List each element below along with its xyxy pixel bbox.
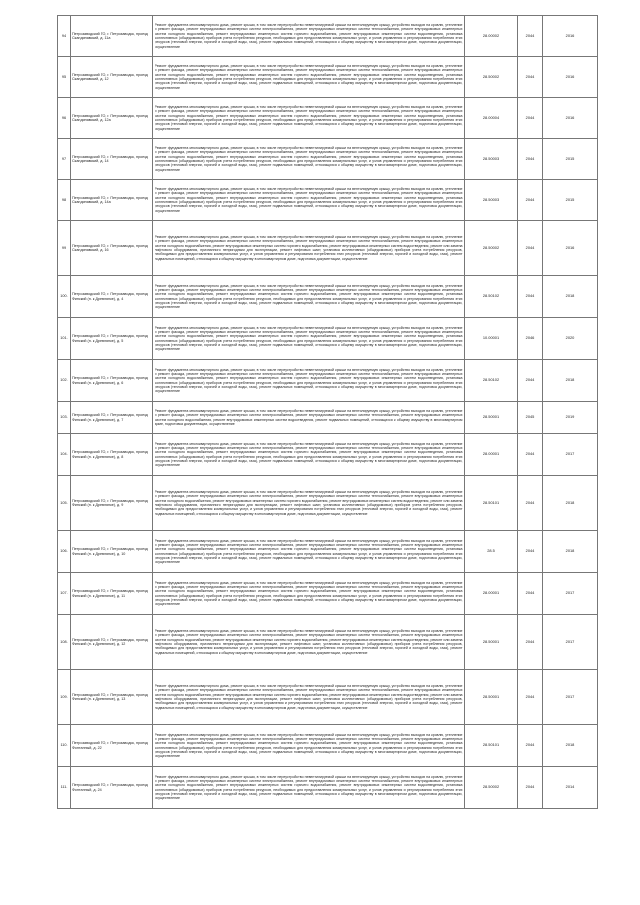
row-number xyxy=(58,402,71,434)
year-start-cell xyxy=(543,180,598,221)
year-start-cell-text: 2017 xyxy=(565,452,575,457)
year-start-cell-text: 2017 xyxy=(565,591,575,596)
cost-value-cell-text: 28.50102 xyxy=(482,294,500,299)
works-description-cell-text: Ремонт фундамента многоквартирного дома, ремонт крыши, в том числе переустройство невентилируемой крыши на вентилируемую крышу, устройство выходов на кровлю, утепление и ремонт фасада, ремонт внутридомовых инженерных систем электроснабжения, ремонт внутридомовых инженерных систем теплоснабжения, ремонт внутридомовых инженерных систем холодного водоснабжения, ремонт внутридомовых инженерных систем горячего водоснабжения, ремонт внутридомовых инженерных систем водоотведения, установка коллективных (общедомовых) приборов учета потребления ресурсов, необходимых для предоставления коммунальных услуг, и узлов управления и регулирования потребления этих ресурсов (тепловой энергии, горячей и холодной воды, газа), ремонт подвальных помещений, относящихся к общему имуществу в многоквартирном доме, подготовка документации, осуществление xyxy=(154,187,463,213)
address-cell xyxy=(71,360,153,402)
works-description-cell-text: Ремонт фундамента многоквартирного дома, ремонт крыши, в том числе переустройство невентилируемой крыши на вентилируемую крышу, устройство выходов на кровлю, утепление и ремонт фасада, ремонт внутридомовых инженерных систем электроснабжения, ремонт внутридомовых инженерных систем теплоснабжения, ремонт внутридомовых инженерных систем холодного водоснабжения, ремонт внутридомовых инженерных систем горячего водоснабжения, ремонт внутридомовых инженерных систем водоотведения, установка коллективных (общедомовых) приборов учета потребления ресурсов, необходимых для предоставления коммунальных услуг, и узлов управления и регулирования потребления этих ресурсов (тепловой энергии, горячей и холодной воды, газа), ремонт подвальных помещений, относящихся к общему имуществу в многоквартирном доме, подготовка документации, осуществление xyxy=(154,325,463,352)
year-end-cell xyxy=(518,573,543,615)
row-number-text: 100. xyxy=(60,294,68,299)
address-cell xyxy=(71,531,153,573)
year-start-cell xyxy=(543,531,598,573)
year-start-cell-text: 2018 xyxy=(565,743,575,748)
cost-value-cell xyxy=(465,615,518,670)
cost-value-cell-text: 28.00002 xyxy=(482,33,500,38)
cost-value-cell-text: 28.50003 xyxy=(482,156,500,161)
address-cell-text: Петрозаводский ГО, г. Петрозаводск, проезд Финский (п. к Древлянке), д. 11 xyxy=(72,589,148,598)
cost-value-cell-text: 28.5 xyxy=(487,549,495,554)
row-number-text: 96 xyxy=(61,115,67,120)
works-description-cell-text: Ремонт фундамента многоквартирного дома, ремонт крыши, в том числе переустройство невентилируемой крыши на вентилируемую крышу, устройство выходов на кровлю, утепление и ремонт фасада, ремонт внутридомовых инженерных систем электроснабжения, ремонт внутридомовых инженерных систем теплоснабжения, ремонт внутридомовых инженерных систем холодного водоснабжения, ремонт внутридомовых инженерных систем горячего водоснабжения, ремонт внутридомовых инженерных систем водоотведения, ремонт или замена лифтового оборудования, признанного непригодным для эксплуатации, ремонт лифтовых шахт, установка коллективных (общедомовых) приборов учета потребления ресурсов, необходимых для предоставления коммунальных услуг, и узлов управления и регулирования потребления этих ресурсов (тепловой энергии, горячей и холодной воды, газа), ремонт подвальных помещений, относящихся к общему имуществу в многоквартирном доме, подготовка документации, осуществление xyxy=(154,490,463,516)
address-cell xyxy=(71,402,153,434)
year-start-cell xyxy=(543,318,598,360)
table-row xyxy=(58,402,598,434)
row-number-text: 95 xyxy=(61,74,67,79)
cost-value-cell xyxy=(465,767,518,809)
document-page xyxy=(57,15,597,809)
row-number-text: 106. xyxy=(60,549,68,554)
year-end-cell xyxy=(518,767,543,809)
works-description-cell xyxy=(153,402,465,434)
year-end-cell-text: 2044 xyxy=(525,639,535,644)
row-number-text: 107. xyxy=(60,591,68,596)
year-end-cell-text: 2044 xyxy=(525,378,535,383)
row-number xyxy=(58,16,71,57)
row-number-text: 101. xyxy=(60,336,68,341)
cost-value-cell-text: 28.00001 xyxy=(482,591,500,596)
year-start-cell xyxy=(543,98,598,139)
address-cell xyxy=(71,139,153,180)
year-end-cell xyxy=(518,57,543,98)
address-cell-text: Петрозаводский ГО, г. Петрозаводск, проезд Скандинавский, д. 12а xyxy=(72,113,148,122)
address-cell-text: Петрозаводский ГО, г. Петрозаводск, проезд Скандинавский, д. 14 xyxy=(72,154,148,163)
year-end-cell-text: 2044 xyxy=(525,743,535,748)
table-row xyxy=(58,276,598,318)
year-start-cell xyxy=(543,767,598,809)
address-cell-text: Петрозаводский ГО, г. Петрозаводск, проезд Скандинавский, д. 14а xyxy=(72,195,148,204)
cost-value-cell-text: 28.00001 xyxy=(482,452,500,457)
row-number xyxy=(58,767,71,809)
year-start-cell-text: 2016 xyxy=(565,115,575,120)
cost-value-cell xyxy=(465,402,518,434)
row-number-text: 98 xyxy=(61,197,67,202)
year-end-cell xyxy=(518,434,543,476)
address-cell-text: Петрозаводский ГО, г. Петрозаводск, проезд Финский (п. к Древлянке), д. 13 xyxy=(72,692,148,701)
address-cell-text: Петрозаводский ГО, г. Петрозаводск, проезд Финский (п. к Древлянке), д. 5 xyxy=(72,334,148,343)
address-cell xyxy=(71,476,153,531)
table-row xyxy=(58,360,598,402)
table-row xyxy=(58,16,598,57)
cost-value-cell-text: 28.50001 xyxy=(482,639,500,644)
year-end-cell xyxy=(518,360,543,402)
cost-value-cell xyxy=(465,139,518,180)
year-start-cell-text: 2015 xyxy=(565,156,575,161)
row-number xyxy=(58,476,71,531)
row-number-text: 111. xyxy=(60,785,68,790)
year-start-cell xyxy=(543,434,598,476)
row-number-text: 105. xyxy=(60,500,68,505)
address-cell-text: Петрозаводский ГО, г. Петрозаводск, проезд Финский (п. к Древлянке), д. 12 xyxy=(72,637,148,646)
row-number-text: 104. xyxy=(60,452,68,457)
address-cell-text: Петрозаводский ГО, г. Петрозаводск, проезд Финский (п. к Древлянке), д. 7 xyxy=(72,413,148,422)
works-description-cell xyxy=(153,615,465,670)
year-end-cell-text: 2044 xyxy=(525,500,535,505)
address-cell xyxy=(71,434,153,476)
works-description-cell xyxy=(153,573,465,615)
year-end-cell-text: 2044 xyxy=(525,115,535,120)
works-description-cell xyxy=(153,139,465,180)
year-start-cell xyxy=(543,402,598,434)
row-number xyxy=(58,360,71,402)
cost-value-cell-text: 28.50003 xyxy=(482,197,500,202)
cost-value-cell-text: 28.50002 xyxy=(482,785,500,790)
row-number xyxy=(58,180,71,221)
works-description-cell-text: Ремонт фундамента многоквартирного дома, ремонт крыши, в том числе переустройство невентилируемой крыши на вентилируемую крышу, устройство выходов на кровлю, утепление и ремонт фасада, ремонт внутридомовых инженерных систем электроснабжения, ремонт внутридомовых инженерных систем теплоснабжения, ремонт внутридомовых инженерных систем холодного водоснабжения, ремонт внутридомовых инженерных систем горячего водоснабжения, ремонт внутридомовых инженерных систем водоотведения, установка коллективных (общедомовых) приборов учета потребления ресурсов, необходимых для предоставления коммунальных услуг, и узлов управления и регулирования потребления этих ресурсов (тепловой энергии, горячей и холодной воды, газа), ремонт подвальных помещений, относящихся к общему имуществу в многоквартирном доме, подготовка документации, осуществление xyxy=(154,538,463,565)
year-start-cell xyxy=(543,221,598,276)
address-cell-text: Петрозаводский ГО, г. Петрозаводск, проезд Финский (п. к Древлянке), д. 4 xyxy=(72,292,148,301)
year-start-cell-text: 2017 xyxy=(565,639,575,644)
year-start-cell xyxy=(543,573,598,615)
table-row xyxy=(58,180,598,221)
year-end-cell-text: 2044 xyxy=(525,452,535,457)
address-cell xyxy=(71,670,153,725)
cost-value-cell xyxy=(465,318,518,360)
works-description-cell xyxy=(153,360,465,402)
works-description-cell xyxy=(153,276,465,318)
works-description-cell xyxy=(153,725,465,767)
table-row xyxy=(58,615,598,670)
works-description-cell-text: Ремонт фундамента многоквартирного дома, ремонт крыши, в том числе переустройство невентилируемой крыши на вентилируемую крышу, устройство выходов на кровлю, утепление и ремонт фасада, ремонт внутридомовых инженерных систем электроснабжения, ремонт внутридомовых инженерных систем теплоснабжения, ремонт внутридомовых инженерных систем холодного водоснабжения, ремонт внутридомовых инженерных систем горячего водоснабжения, ремонт внутридомовых инженерных систем водоотведения, установка коллективных (общедомовых) приборов учета потребления ресурсов, необходимых для предоставления коммунальных услуг, и узлов управления и регулирования потребления этих ресурсов (тепловой энергии, горячей и холодной воды, газа), ремонт подвальных помещений, относящихся к общему имуществу в многоквартирном доме, подготовка документации, осуществление xyxy=(154,732,463,759)
cost-value-cell xyxy=(465,725,518,767)
year-end-cell xyxy=(518,139,543,180)
row-number xyxy=(58,276,71,318)
row-number xyxy=(58,318,71,360)
year-start-cell xyxy=(543,670,598,725)
year-end-cell xyxy=(518,221,543,276)
address-cell xyxy=(71,221,153,276)
table-row xyxy=(58,476,598,531)
year-start-cell xyxy=(543,615,598,670)
year-start-cell-text: 2014 xyxy=(565,785,575,790)
works-description-cell xyxy=(153,531,465,573)
year-end-cell xyxy=(518,318,543,360)
works-description-cell-text: Ремонт фундамента многоквартирного дома, ремонт крыши, в том числе переустройство невентилируемой крыши на вентилируемую крышу, устройство выходов на кровлю, утепление и ремонт фасада, ремонт внутридомовых инженерных систем электроснабжения, ремонт внутридомовых инженерных систем теплоснабжения, ремонт внутридомовых инженерных систем холодного водоснабжения, ремонт внутридомовых инженерных систем водоотведения, ремонт подвальных помещений, относящихся к общему имуществу в многоквартирном доме, подготовка документации, осуществление xyxy=(154,408,463,426)
works-description-cell-text: Ремонт фундамента многоквартирного дома, ремонт крыши, в том числе переустройство невентилируемой крыши на вентилируемую крышу, устройство выходов на кровлю, утепление и ремонт фасада, ремонт внутридомовых инженерных систем электроснабжения, ремонт внутридомовых инженерных систем теплоснабжения, ремонт внутридомовых инженерных систем холодного водоснабжения, ремонт внутридомовых инженерных систем горячего водоснабжения, ремонт внутридомовых инженерных систем водоотведения, ремонт или замена лифтового оборудования, признанного непригодным для эксплуатации, ремонт лифтовых шахт, установка коллективных (общедомовых) приборов учета потребления ресурсов, необходимых для предоставления коммунальных услуг, и узлов управления и регулирования потребления этих ресурсов (тепловой энергии, горячей и холодной воды, газа), ремонт подвальных помещений, относящихся к общему имуществу в многоквартирном доме, подготовка документации, осуществление xyxy=(154,684,463,710)
address-cell-text: Петрозаводский ГО, г. Петрозаводск, проезд Фонтанный, д. 22 xyxy=(72,741,148,750)
works-description-cell xyxy=(153,221,465,276)
year-end-cell-text: 2044 xyxy=(525,74,535,79)
year-start-cell-text: 2018 xyxy=(565,500,575,505)
year-end-cell-text: 2044 xyxy=(525,245,535,250)
works-description-cell xyxy=(153,16,465,57)
cost-value-cell xyxy=(465,57,518,98)
cost-value-cell xyxy=(465,16,518,57)
year-start-cell-text: 2018 xyxy=(565,378,575,383)
year-start-cell xyxy=(543,276,598,318)
year-start-cell xyxy=(543,360,598,402)
row-number xyxy=(58,573,71,615)
address-cell xyxy=(71,180,153,221)
table-row xyxy=(58,767,598,809)
address-cell-text: Петрозаводский ГО, г. Петрозаводск, проезд Финский (п. к Древлянке), д. 8 xyxy=(72,450,148,459)
address-cell-text: Петрозаводский ГО, г. Петрозаводск, проезд Фонтанный, д. 24 xyxy=(72,783,148,792)
cost-value-cell xyxy=(465,360,518,402)
year-start-cell-text: 2015 xyxy=(565,197,575,202)
year-end-cell-text: 2044 xyxy=(525,294,535,299)
works-description-cell-text: Ремонт фундамента многоквартирного дома, ремонт крыши, в том числе переустройство невентилируемой крыши на вентилируемую крышу, устройство выходов на кровлю, утепление и ремонт фасада, ремонт внутридомовых инженерных систем электроснабжения, ремонт внутридомовых инженерных систем теплоснабжения, ремонт внутридомовых инженерных систем холодного водоснабжения, ремонт внутридомовых инженерных систем горячего водоснабжения, ремонт внутридомовых инженерных систем водоотведения, установка коллективных (общедомовых) приборов учета потребления ресурсов, необходимых для предоставления коммунальных услуг, и узлов управления и регулирования потребления этих ресурсов (тепловой энергии, горячей и холодной воды, газа), ремонт подвальных помещений, относящихся к общему имуществу в многоквартирном доме, подготовка документации, осуществление xyxy=(154,64,463,90)
works-description-cell xyxy=(153,318,465,360)
row-number xyxy=(58,670,71,725)
row-number-text: 109. xyxy=(60,694,68,699)
cost-value-cell-text: 28.50101 xyxy=(482,743,500,748)
cost-value-cell xyxy=(465,180,518,221)
address-cell xyxy=(71,57,153,98)
works-description-cell-text: Ремонт фундамента многоквартирного дома, ремонт крыши, в том числе переустройство невентилируемой крыши на вентилируемую крышу, устройство выходов на кровлю, утепление и ремонт фасада, ремонт внутридомовых инженерных систем электроснабжения, ремонт внутридомовых инженерных систем теплоснабжения, ремонт внутридомовых инженерных систем холодного водоснабжения, ремонт внутридомовых инженерных систем горячего водоснабжения, ремонт внутридомовых инженерных систем водоотведения, установка коллективных (общедомовых) приборов учета потребления ресурсов, необходимых для предоставления коммунальных услуг, и узлов управления и регулирования потребления этих ресурсов (тепловой энергии, горячей и холодной воды, газа), ремонт подвальных помещений, относящихся к общему имуществу в многоквартирном доме, подготовка документации, осуществление xyxy=(154,283,463,310)
works-description-cell xyxy=(153,180,465,221)
address-cell xyxy=(71,615,153,670)
row-number xyxy=(58,221,71,276)
address-cell xyxy=(71,767,153,809)
year-end-cell-text: 2044 xyxy=(525,197,535,202)
works-description-cell xyxy=(153,434,465,476)
year-end-cell-text: 2044 xyxy=(525,591,535,596)
address-cell xyxy=(71,318,153,360)
table-row xyxy=(58,98,598,139)
row-number-text: 94 xyxy=(61,33,67,38)
row-number xyxy=(58,531,71,573)
year-end-cell xyxy=(518,276,543,318)
cost-value-cell-text: 28.50001 xyxy=(482,694,500,699)
works-description-cell xyxy=(153,767,465,809)
year-start-cell-text: 2016 xyxy=(565,74,575,79)
year-start-cell xyxy=(543,57,598,98)
year-end-cell xyxy=(518,615,543,670)
table-row xyxy=(58,725,598,767)
row-number xyxy=(58,725,71,767)
works-description-cell-text: Ремонт фундамента многоквартирного дома, ремонт крыши, в том числе переустройство невентилируемой крыши на вентилируемую крышу, устройство выходов на кровлю, утепление и ремонт фасада, ремонт внутридомовых инженерных систем электроснабжения, ремонт внутридомовых инженерных систем теплоснабжения, ремонт внутридомовых инженерных систем холодного водоснабжения, ремонт внутридомовых инженерных систем горячего водоснабжения, ремонт внутридомовых инженерных систем водоотведения, ремонт или замена лифтового оборудования, признанного непригодным для эксплуатации, ремонт лифтовых шахт, установка коллективных (общедомовых) приборов учета потребления ресурсов, необходимых для предоставления коммунальных услуг, и узлов управления и регулирования потребления этих ресурсов (тепловой энергии, горячей и холодной воды, газа), ремонт подвальных помещений, относящихся к общему имуществу в многоквартирном доме, подготовка документации, осуществление xyxy=(154,629,463,655)
table-row xyxy=(58,670,598,725)
address-cell-text: Петрозаводский ГО, г. Петрозаводск, проезд Финский (п. к Древлянке), д. 9 xyxy=(72,498,148,507)
cost-value-cell-text: 28.50002 xyxy=(482,74,500,79)
works-description-cell xyxy=(153,98,465,139)
works-description-cell-text: Ремонт фундамента многоквартирного дома, ремонт крыши, в том числе переустройство невентилируемой крыши на вентилируемую крышу, устройство выходов на кровлю, утепление и ремонт фасада, ремонт внутридомовых инженерных систем электроснабжения, ремонт внутридомовых инженерных систем теплоснабжения, ремонт внутридомовых инженерных систем холодного водоснабжения, ремонт внутридомовых инженерных систем горячего водоснабжения, ремонт внутридомовых инженерных систем водоотведения, ремонт или замена лифтового оборудования, признанного непригодным для эксплуатации, ремонт лифтовых шахт, установка коллективных (общедомовых) приборов учета потребления ресурсов, необходимых для предоставления коммунальных услуг, и узлов управления и регулирования потребления этих ресурсов (тепловой энергии, горячей и холодной воды, газа), ремонт подвальных помещений, относящихся к общему имуществу в многоквартирном доме, подготовка документации, осуществление xyxy=(154,235,463,261)
row-number-text: 97 xyxy=(61,156,67,161)
year-start-cell-text: 2016 xyxy=(565,33,575,38)
address-cell-text: Петрозаводский ГО, г. Петрозаводск, проезд Финский (п. к Древлянке), д. 6 xyxy=(72,376,148,385)
cost-value-cell-text: 28.00004 xyxy=(482,115,500,120)
year-end-cell-text: 2044 xyxy=(525,785,535,790)
address-cell-text: Петрозаводский ГО, г. Петрозаводск, проезд Скандинавский, д. 12 xyxy=(72,72,148,81)
year-start-cell xyxy=(543,139,598,180)
address-cell xyxy=(71,276,153,318)
year-start-cell-text: 2019 xyxy=(565,415,575,420)
cost-value-cell xyxy=(465,98,518,139)
year-start-cell-text: 2018 xyxy=(565,549,575,554)
works-description-cell-text: Ремонт фундамента многоквартирного дома, ремонт крыши, в том числе переустройство невентилируемой крыши на вентилируемую крышу, устройство выходов на кровлю, утепление и ремонт фасада, ремонт внутридомовых инженерных систем электроснабжения, ремонт внутридомовых инженерных систем теплоснабжения, ремонт внутридомовых инженерных систем холодного водоснабжения, ремонт внутридомовых инженерных систем горячего водоснабжения, ремонт внутридомовых инженерных систем водоотведения, установка коллективных (общедомовых) приборов учета потребления ресурсов, необходимых для предоставления коммунальных услуг, и узлов управления и регулирования потребления этих ресурсов (тепловой энергии, горячей и холодной воды, газа), ремонт подвальных помещений, относящихся к общему имуществу в многоквартирном доме, подготовка документации, осуществление xyxy=(154,146,463,172)
row-number-text: 108. xyxy=(60,639,68,644)
year-end-cell-text: 2046 xyxy=(525,336,535,341)
works-description-cell xyxy=(153,476,465,531)
year-end-cell-text: 2044 xyxy=(525,156,535,161)
year-start-cell-text: 2020 xyxy=(565,336,575,341)
year-end-cell xyxy=(518,531,543,573)
year-end-cell xyxy=(518,402,543,434)
address-cell-text: Петрозаводский ГО, г. Петрозаводск, проезд Скандинавский, д. 16 xyxy=(72,243,148,252)
works-description-cell-text: Ремонт фундамента многоквартирного дома, ремонт крыши, в том числе переустройство невентилируемой крыши на вентилируемую крышу, устройство выходов на кровлю, утепление и ремонт фасада, ремонт внутридомовых инженерных систем электроснабжения, ремонт внутридомовых инженерных систем теплоснабжения, ремонт внутридомовых инженерных систем холодного водоснабжения, ремонт внутридомовых инженерных систем горячего водоснабжения, ремонт внутридомовых инженерных систем водоотведения, установка коллективных (общедомовых) приборов учета потребления ресурсов, необходимых для предоставления коммунальных услуг, и узлов управления и регулирования потребления этих ресурсов (тепловой энергии, горячей и холодной воды, газа), ремонт подвальных помещений, относящихся к общему имуществу в многоквартирном доме, подготовка документации, осуществление xyxy=(154,774,463,801)
capital-repair-table xyxy=(57,15,598,809)
row-number-text: 103. xyxy=(60,415,68,420)
works-description-cell-text: Ремонт фундамента многоквартирного дома, ремонт крыши, в том числе переустройство невентилируемой крыши на вентилируемую крышу, устройство выходов на кровлю, утепление и ремонт фасада, ремонт внутридомовых инженерных систем электроснабжения, ремонт внутридомовых инженерных систем теплоснабжения, ремонт внутридомовых инженерных систем холодного водоснабжения, ремонт внутридомовых инженерных систем горячего водоснабжения, ремонт внутридомовых инженерных систем водоотведения, установка коллективных (общедомовых) приборов учета потребления ресурсов, необходимых для предоставления коммунальных услуг, и узлов управления и регулирования потребления этих ресурсов (тепловой энергии, горячей и холодной воды, газа), ремонт подвальных помещений, относящихся к общему имуществу в многоквартирном доме, подготовка документации, осуществление xyxy=(154,580,463,607)
table-row xyxy=(58,221,598,276)
cost-value-cell xyxy=(465,573,518,615)
cost-value-cell xyxy=(465,434,518,476)
works-description-cell-text: Ремонт фундамента многоквартирного дома, ремонт крыши, в том числе переустройство невентилируемой крыши на вентилируемую крышу, устройство выходов на кровлю, утепление и ремонт фасада, ремонт внутридомовых инженерных систем электроснабжения, ремонт внутридомовых инженерных систем теплоснабжения, ремонт внутридомовых инженерных систем холодного водоснабжения, ремонт внутридомовых инженерных систем горячего водоснабжения, ремонт внутридомовых инженерных систем водоотведения, установка коллективных (общедомовых) приборов учета потребления ресурсов, необходимых для предоставления коммунальных услуг, и узлов управления и регулирования потребления этих ресурсов (тепловой энергии, горячей и холодной воды, газа), ремонт подвальных помещений, относящихся к общему имуществу в многоквартирном доме, подготовка документации, осуществление xyxy=(154,23,463,49)
year-start-cell xyxy=(543,476,598,531)
year-end-cell xyxy=(518,725,543,767)
year-end-cell-text: 2045 xyxy=(525,415,535,420)
row-number xyxy=(58,57,71,98)
year-end-cell xyxy=(518,16,543,57)
table-row xyxy=(58,57,598,98)
cost-value-cell-text: 10.00001 xyxy=(482,336,500,341)
cost-value-cell-text: 28.50002 xyxy=(482,245,500,250)
row-number xyxy=(58,98,71,139)
year-end-cell xyxy=(518,98,543,139)
cost-value-cell xyxy=(465,221,518,276)
cost-value-cell xyxy=(465,476,518,531)
table-row xyxy=(58,434,598,476)
table-row xyxy=(58,318,598,360)
works-description-cell-text: Ремонт фундамента многоквартирного дома, ремонт крыши, в том числе переустройство невентилируемой крыши на вентилируемую крышу, устройство выходов на кровлю, утепление и ремонт фасада, ремонт внутридомовых инженерных систем электроснабжения, ремонт внутридомовых инженерных систем теплоснабжения, ремонт внутридомовых инженерных систем холодного водоснабжения, ремонт внутридомовых инженерных систем горячего водоснабжения, ремонт внутридомовых инженерных систем водоотведения, установка коллективных (общедомовых) приборов учета потребления ресурсов, необходимых для предоставления коммунальных услуг, и узлов управления и регулирования потребления этих ресурсов (тепловой энергии, горячей и холодной воды, газа), ремонт подвальных помещений, относящихся к общему имуществу в многоквартирном доме, подготовка документации, осуществление xyxy=(154,441,463,468)
address-cell-text: Петрозаводский ГО, г. Петрозаводск, проезд Скандинавский, д. 11а xyxy=(72,31,148,40)
works-description-cell xyxy=(153,670,465,725)
cost-value-cell xyxy=(465,276,518,318)
address-cell-text: Петрозаводский ГО, г. Петрозаводск, проезд Финский (п. к Древлянке), д. 10 xyxy=(72,547,148,556)
table-body xyxy=(58,16,598,809)
row-number-text: 99 xyxy=(61,245,67,250)
cost-value-cell xyxy=(465,670,518,725)
year-start-cell-text: 2017 xyxy=(565,694,575,699)
works-description-cell-text: Ремонт фундамента многоквартирного дома, ремонт крыши, в том числе переустройство невентилируемой крыши на вентилируемую крышу, устройство выходов на кровлю, утепление и ремонт фасада, ремонт внутридомовых инженерных систем электроснабжения, ремонт внутридомовых инженерных систем теплоснабжения, ремонт внутридомовых инженерных систем холодного водоснабжения, ремонт внутридомовых инженерных систем горячего водоснабжения, ремонт внутридомовых инженерных систем водоотведения, установка коллективных (общедомовых) приборов учета потребления ресурсов, необходимых для предоставления коммунальных услуг, и узлов управления и регулирования потребления этих ресурсов (тепловой энергии, горячей и холодной воды, газа), ремонт подвальных помещений, относящихся к общему имуществу в многоквартирном доме, подготовка документации, осуществление xyxy=(154,105,463,131)
year-end-cell-text: 2044 xyxy=(525,33,535,38)
year-end-cell xyxy=(518,180,543,221)
table-row xyxy=(58,531,598,573)
row-number-text: 102. xyxy=(60,378,68,383)
cost-value-cell-text: 28.50001 xyxy=(482,415,500,420)
address-cell xyxy=(71,98,153,139)
address-cell xyxy=(71,573,153,615)
table-row xyxy=(58,573,598,615)
year-end-cell-text: 2044 xyxy=(525,694,535,699)
year-end-cell-text: 2044 xyxy=(525,549,535,554)
row-number xyxy=(58,434,71,476)
row-number xyxy=(58,615,71,670)
table-row xyxy=(58,139,598,180)
year-start-cell xyxy=(543,16,598,57)
cost-value-cell-text: 28.50102 xyxy=(482,378,500,383)
address-cell xyxy=(71,16,153,57)
year-start-cell-text: 2018 xyxy=(565,294,575,299)
works-description-cell xyxy=(153,57,465,98)
row-number xyxy=(58,139,71,180)
cost-value-cell xyxy=(465,531,518,573)
year-start-cell xyxy=(543,725,598,767)
year-start-cell-text: 2016 xyxy=(565,245,575,250)
year-end-cell xyxy=(518,476,543,531)
address-cell xyxy=(71,725,153,767)
cost-value-cell-text: 28.50101 xyxy=(482,500,500,505)
works-description-cell-text: Ремонт фундамента многоквартирного дома, ремонт крыши, в том числе переустройство невентилируемой крыши на вентилируемую крышу, устройство выходов на кровлю, утепление и ремонт фасада, ремонт внутридомовых инженерных систем электроснабжения, ремонт внутридомовых инженерных систем теплоснабжения, ремонт внутридомовых инженерных систем холодного водоснабжения, ремонт внутридомовых инженерных систем горячего водоснабжения, ремонт внутридомовых инженерных систем водоотведения, установка коллективных (общедомовых) приборов учета потребления ресурсов, необходимых для предоставления коммунальных услуг, и узлов управления и регулирования потребления этих ресурсов (тепловой энергии, горячей и холодной воды, газа), ремонт подвальных помещений, относящихся к общему имуществу в многоквартирном доме, подготовка документации, осуществление xyxy=(154,367,463,394)
row-number-text: 110. xyxy=(60,743,68,748)
year-end-cell xyxy=(518,670,543,725)
